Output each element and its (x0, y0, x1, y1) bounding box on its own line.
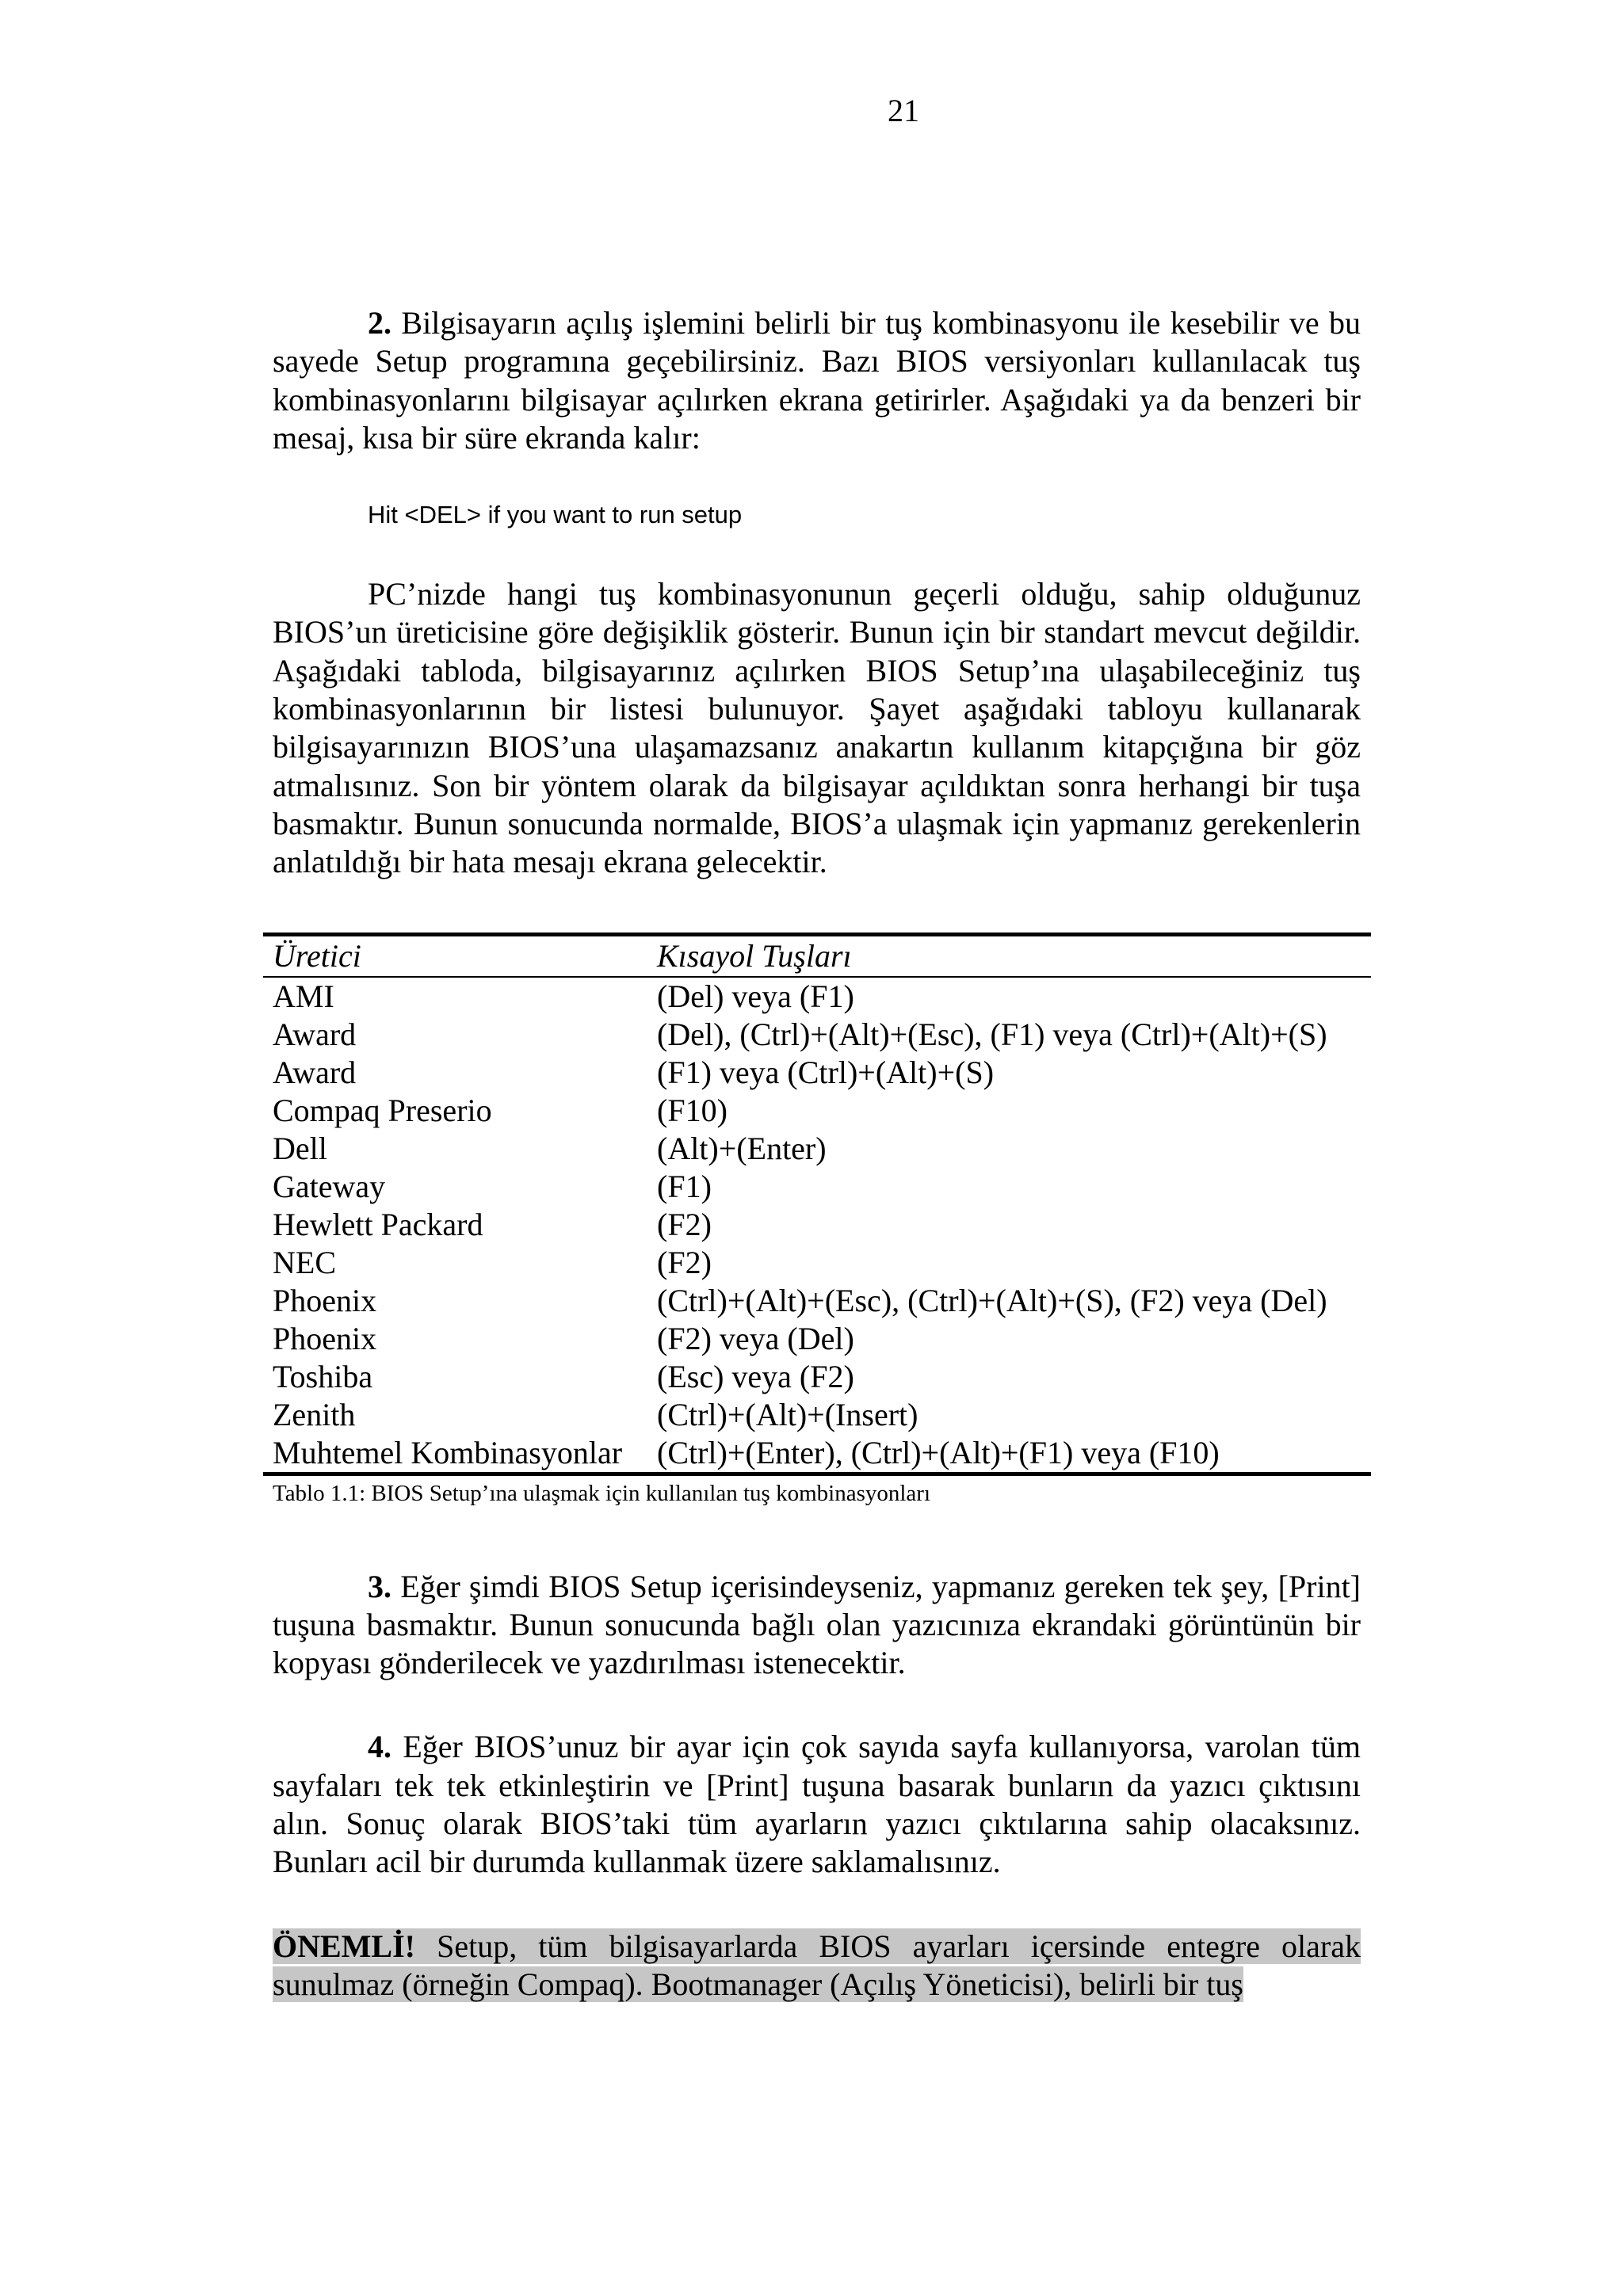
shortcut-keys-cell: (F1) veya (Ctrl)+(Alt)+(S) (657, 1054, 995, 1090)
manufacturer-cell: Toshiba (273, 1358, 373, 1394)
important-label: ÖNEMLİ! (273, 1928, 415, 1964)
manufacturer-cell: Hewlett Packard (273, 1206, 483, 1242)
shortcut-keys-cell: (F1) (657, 1168, 712, 1204)
paragraph-4 (273, 1728, 1361, 1881)
important-note (273, 1928, 1361, 2004)
table-row (263, 1320, 1371, 1358)
manufacturer-cell: AMI (273, 978, 334, 1014)
bios-keys-table (263, 933, 1371, 1476)
paragraph-pc (273, 575, 1361, 881)
page-number: 21 (888, 93, 919, 128)
table-row (263, 1054, 1371, 1092)
table-row (263, 1434, 1371, 1472)
table-row (263, 1130, 1371, 1168)
paragraph-pc-text: PC’nizde hangi tuş kombinasyonunun geçerli olduğu, sahip olduğunuz BIOS’un üreticisine göre değişiklik gösterir. Bunun için bir standart mevcut değildir. Aşağıdaki tabloda, bilgisayarınız açılırken BIOS Setup’ına ulaşabileceğiniz tuş kombinasyonlarının bir listesi bulunuyor. Şayet aşağıdaki tabloyu kullanarak bilgisayarınızın BIOS’una ulaşamazsanız anakartın kullanım kitapçığına bir göz atmalısınız. Son bir yöntem olarak da bilgisayar açıldıktan sonra herhangi bir tuşa basmaktır. Bunun sonucunda normalde, BIOS’a ulaşmak için yapmanız gerekenlerin anlatıldığı bir hata mesajı ekrana gelecektir. (273, 576, 1361, 880)
table-row (263, 1016, 1371, 1054)
table-row (263, 978, 1371, 1016)
shortcut-keys-cell: (F2) (657, 1244, 712, 1280)
paragraph-2-number: 2. (368, 305, 391, 341)
manufacturer-cell: Phoenix (273, 1320, 377, 1356)
manufacturer-cell: Zenith (273, 1396, 356, 1432)
page-content (273, 304, 1361, 2004)
paragraph-4-text: Eğer BIOS’unuz bir ayar için çok sayıda sayfa kullanıyorsa, varolan tüm sayfaları tek tek etkinleştirin ve [Print] tuşuna basarak bunların da yazıcı çıktısını alın. Sonuç olarak BIOS’taki tüm ayarların yazıcı çıktılarına sahip olacaksınız. Bunları acil bir durumda kullanmak üzere saklamalısınız. (273, 1729, 1361, 1880)
shortcut-keys-cell: (Ctrl)+(Alt)+(Esc), (Ctrl)+(Alt)+(S), (F2) veya (Del) (657, 1282, 1327, 1318)
shortcut-keys-cell: (F2) (657, 1206, 712, 1242)
manufacturer-cell: Phoenix (273, 1282, 377, 1318)
table-header (263, 936, 1371, 978)
table-row (263, 1244, 1371, 1282)
manufacturer-cell: Gateway (273, 1168, 386, 1204)
shortcut-keys-cell: (F2) veya (Del) (657, 1320, 854, 1356)
shortcut-keys-cell: (Del) veya (F1) (657, 978, 854, 1014)
table-row (263, 1092, 1371, 1130)
important-text: Setup, tüm bilgisayarlarda BIOS ayarları içersinde entegre olarak sunulmaz (örneğin Compaq). Bootmanager (Açılış Yöneticisi), belirli bir tuş (273, 1928, 1361, 2002)
header-shortcut-keys: Kısayol Tuşları (657, 937, 852, 974)
manufacturer-cell: Compaq Preserio (273, 1092, 492, 1128)
shortcut-keys-cell: (Del), (Ctrl)+(Alt)+(Esc), (F1) veya (Ctrl)+(Alt)+(S) (657, 1016, 1327, 1052)
table-row (263, 1396, 1371, 1434)
shortcut-keys-cell: (Ctrl)+(Alt)+(Insert) (657, 1396, 918, 1432)
shortcut-keys-cell: (F10) (657, 1092, 727, 1128)
table-row (263, 1168, 1371, 1206)
manufacturer-cell: Award (273, 1016, 357, 1052)
paragraph-3 (273, 1568, 1361, 1683)
paragraph-4-number: 4. (368, 1729, 391, 1765)
table-caption: Tablo 1.1: BIOS Setup’ına ulaşmak için kullanılan tuş kombinasyonları (273, 1480, 930, 1506)
shortcut-keys-cell: (Alt)+(Enter) (657, 1130, 827, 1166)
manufacturer-cell: Award (273, 1054, 357, 1090)
shortcut-keys-cell: (Ctrl)+(Enter), (Ctrl)+(Alt)+(F1) veya (F10) (657, 1434, 1220, 1470)
paragraph-2-text: Bilgisayarın açılış işlemini belirli bir tuş kombinasyonu ile kesebilir ve bu sayede Setup programına geçebilirsiniz. Bazı BIOS versiyonları kullanılacak tuş kombinasyonlarını bilgisayar açılırken ekrana getirirler. Aşağıdaki ya da benzeri bir mesaj, kısa bir süre ekranda kalır: (273, 305, 1361, 456)
setup-message: Hit <DEL> if you want to run setup (368, 501, 743, 529)
manufacturer-cell: NEC (273, 1244, 336, 1280)
table-row (263, 1206, 1371, 1244)
table-row (263, 1358, 1371, 1396)
paragraph-3-number: 3. (368, 1568, 391, 1604)
paragraph-3-text: Eğer şimdi BIOS Setup içerisindeyseniz, yapmanız gereken tek şey, [Print] tuşuna basmaktır. Bunun sonucunda bağlı olan yazıcınıza ekrandaki görüntünün bir kopyası gönderilecek ve yazdırılması istenecektir. (273, 1568, 1361, 1681)
shortcut-keys-cell: (Esc) veya (F2) (657, 1358, 854, 1394)
table-body (263, 978, 1371, 1472)
manufacturer-cell: Dell (273, 1130, 327, 1166)
paragraph-2 (273, 304, 1361, 457)
manufacturer-cell: Muhtemel Kombinasyonlar (273, 1434, 623, 1470)
table-row (263, 1282, 1371, 1320)
header-manufacturer: Üretici (273, 937, 361, 974)
